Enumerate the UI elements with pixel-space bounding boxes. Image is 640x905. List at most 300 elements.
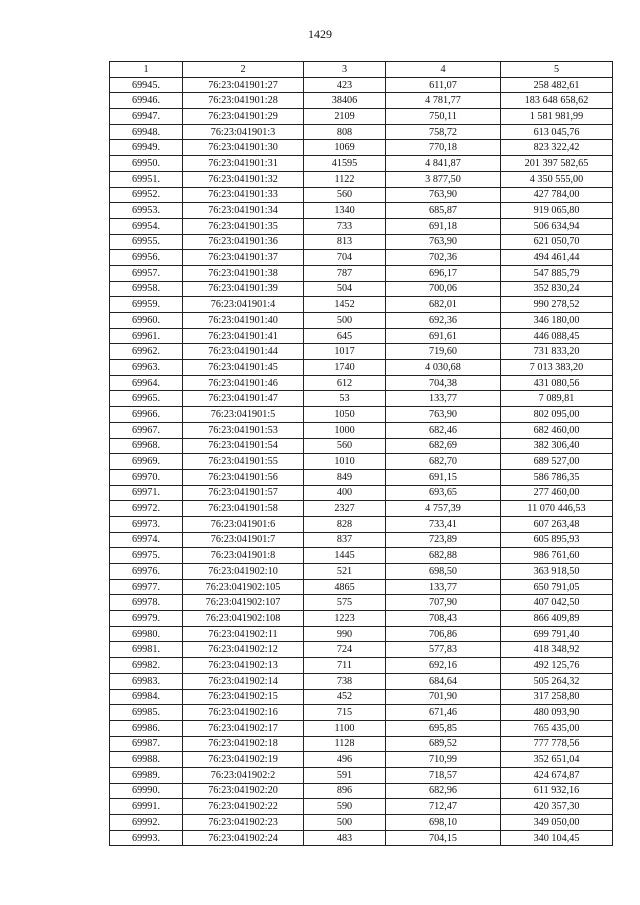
area-value-cell: 521 xyxy=(304,564,386,580)
area-value-cell: 38406 xyxy=(304,93,386,109)
table-row xyxy=(110,391,613,407)
area-value-cell: 1740 xyxy=(304,360,386,376)
row-number-cell: 69945. xyxy=(110,77,183,93)
cadastral-number-cell: 76:23:041901:36 xyxy=(183,234,304,250)
row-number-cell: 69962. xyxy=(110,344,183,360)
rate-value-cell: 695,85 xyxy=(386,720,501,736)
table-row xyxy=(110,516,613,532)
rate-value-cell: 763,90 xyxy=(386,187,501,203)
cadastral-number-cell: 76:23:041902:16 xyxy=(183,705,304,721)
table-row xyxy=(110,548,613,564)
row-number-cell: 69970. xyxy=(110,469,183,485)
rate-value-cell: 682,46 xyxy=(386,422,501,438)
area-value-cell: 828 xyxy=(304,516,386,532)
table-row xyxy=(110,344,613,360)
cadastral-number-cell: 76:23:041902:24 xyxy=(183,830,304,846)
total-value-cell: 418 348,92 xyxy=(501,642,613,658)
cadastral-number-cell: 76:23:041901:54 xyxy=(183,438,304,454)
cadastral-number-cell: 76:23:041902:18 xyxy=(183,736,304,752)
total-value-cell: 317 258,80 xyxy=(501,689,613,705)
rate-value-cell: 689,52 xyxy=(386,736,501,752)
total-value-cell: 420 357,30 xyxy=(501,799,613,815)
area-value-cell: 591 xyxy=(304,767,386,783)
table-row xyxy=(110,218,613,234)
cadastral-number-cell: 76:23:041902:19 xyxy=(183,752,304,768)
row-number-cell: 69958. xyxy=(110,281,183,297)
total-value-cell: 201 397 582,65 xyxy=(501,156,613,172)
cadastral-number-cell: 76:23:041901:31 xyxy=(183,156,304,172)
rate-value-cell: 706,86 xyxy=(386,626,501,642)
cadastral-number-cell: 76:23:041901:33 xyxy=(183,187,304,203)
rate-value-cell: 733,41 xyxy=(386,516,501,532)
table-row xyxy=(110,752,613,768)
cadastral-number-cell: 76:23:041902:10 xyxy=(183,564,304,580)
page-number: 1429 xyxy=(308,27,332,41)
table-row xyxy=(110,156,613,172)
table-row xyxy=(110,140,613,156)
cadastral-number-cell: 76:23:041902:11 xyxy=(183,626,304,642)
rate-value-cell: 685,87 xyxy=(386,203,501,219)
cadastral-number-cell: 76:23:041901:6 xyxy=(183,516,304,532)
cadastral-number-cell: 76:23:041901:44 xyxy=(183,344,304,360)
table-row xyxy=(110,109,613,125)
rate-value-cell: 710,99 xyxy=(386,752,501,768)
row-number-cell: 69951. xyxy=(110,171,183,187)
row-number-cell: 69963. xyxy=(110,360,183,376)
area-value-cell: 4865 xyxy=(304,579,386,595)
area-value-cell: 1122 xyxy=(304,171,386,187)
rate-value-cell: 693,65 xyxy=(386,485,501,501)
cadastral-number-cell: 76:23:041901:58 xyxy=(183,501,304,517)
row-number-cell: 69989. xyxy=(110,767,183,783)
row-number-cell: 69976. xyxy=(110,564,183,580)
row-number-cell: 69957. xyxy=(110,265,183,281)
row-number-cell: 69954. xyxy=(110,218,183,234)
area-value-cell: 560 xyxy=(304,438,386,454)
rate-value-cell: 4 841,87 xyxy=(386,156,501,172)
rate-value-cell: 3 877,50 xyxy=(386,171,501,187)
table-row xyxy=(110,830,613,846)
table-row xyxy=(110,611,613,627)
total-value-cell: 777 778,56 xyxy=(501,736,613,752)
area-value-cell: 575 xyxy=(304,595,386,611)
total-value-cell: 607 263,48 xyxy=(501,516,613,532)
table-row xyxy=(110,171,613,187)
row-number-cell: 69974. xyxy=(110,532,183,548)
cadastral-number-cell: 76:23:041901:38 xyxy=(183,265,304,281)
column-header-3: 3 xyxy=(304,62,386,78)
area-value-cell: 1340 xyxy=(304,203,386,219)
area-value-cell: 2109 xyxy=(304,109,386,125)
row-number-cell: 69977. xyxy=(110,579,183,595)
row-number-cell: 69969. xyxy=(110,454,183,470)
row-number-cell: 69980. xyxy=(110,626,183,642)
area-value-cell: 704 xyxy=(304,250,386,266)
total-value-cell: 650 791,05 xyxy=(501,579,613,595)
area-value-cell: 1452 xyxy=(304,297,386,313)
table-row xyxy=(110,407,613,423)
area-value-cell: 504 xyxy=(304,281,386,297)
table-row xyxy=(110,564,613,580)
total-value-cell: 7 089,81 xyxy=(501,391,613,407)
area-value-cell: 1000 xyxy=(304,422,386,438)
table-row xyxy=(110,422,613,438)
table-row xyxy=(110,736,613,752)
area-value-cell: 400 xyxy=(304,485,386,501)
table-row xyxy=(110,328,613,344)
total-value-cell: 682 460,00 xyxy=(501,422,613,438)
rate-value-cell: 698,50 xyxy=(386,564,501,580)
rate-value-cell: 691,15 xyxy=(386,469,501,485)
rate-value-cell: 684,64 xyxy=(386,673,501,689)
cadastral-number-cell: 76:23:041901:27 xyxy=(183,77,304,93)
cadastral-number-cell: 76:23:041901:39 xyxy=(183,281,304,297)
total-value-cell: 731 833,20 xyxy=(501,344,613,360)
table-row xyxy=(110,469,613,485)
cadastral-number-cell: 76:23:041901:3 xyxy=(183,124,304,140)
row-number-cell: 69988. xyxy=(110,752,183,768)
cadastral-number-cell: 76:23:041901:47 xyxy=(183,391,304,407)
rate-value-cell: 577,83 xyxy=(386,642,501,658)
row-number-cell: 69986. xyxy=(110,720,183,736)
total-value-cell: 919 065,80 xyxy=(501,203,613,219)
cadastral-number-cell: 76:23:041901:34 xyxy=(183,203,304,219)
row-number-cell: 69948. xyxy=(110,124,183,140)
total-value-cell: 407 042,50 xyxy=(501,595,613,611)
table-row xyxy=(110,626,613,642)
total-value-cell: 258 482,61 xyxy=(501,77,613,93)
row-number-cell: 69955. xyxy=(110,234,183,250)
row-number-cell: 69972. xyxy=(110,501,183,517)
cadastral-number-cell: 76:23:041902:22 xyxy=(183,799,304,815)
column-header-2: 2 xyxy=(183,62,304,78)
row-number-cell: 69990. xyxy=(110,783,183,799)
rate-value-cell: 691,61 xyxy=(386,328,501,344)
row-number-cell: 69985. xyxy=(110,705,183,721)
total-value-cell: 605 895,93 xyxy=(501,532,613,548)
rate-value-cell: 611,07 xyxy=(386,77,501,93)
column-header-4: 4 xyxy=(386,62,501,78)
total-value-cell: 480 093,90 xyxy=(501,705,613,721)
total-value-cell: 382 306,40 xyxy=(501,438,613,454)
rate-value-cell: 691,18 xyxy=(386,218,501,234)
rate-value-cell: 763,90 xyxy=(386,234,501,250)
table-row xyxy=(110,705,613,721)
rate-value-cell: 4 781,77 xyxy=(386,93,501,109)
rate-value-cell: 133,77 xyxy=(386,391,501,407)
row-number-cell: 69983. xyxy=(110,673,183,689)
cadastral-number-cell: 76:23:041901:8 xyxy=(183,548,304,564)
area-value-cell: 837 xyxy=(304,532,386,548)
total-value-cell: 986 761,60 xyxy=(501,548,613,564)
row-number-cell: 69949. xyxy=(110,140,183,156)
row-number-cell: 69960. xyxy=(110,313,183,329)
area-value-cell: 560 xyxy=(304,187,386,203)
table-row xyxy=(110,93,613,109)
table-row xyxy=(110,799,613,815)
total-value-cell: 506 634,94 xyxy=(501,218,613,234)
rate-value-cell: 707,90 xyxy=(386,595,501,611)
row-number-cell: 69946. xyxy=(110,93,183,109)
table-row xyxy=(110,767,613,783)
table-row xyxy=(110,532,613,548)
area-value-cell: 423 xyxy=(304,77,386,93)
cadastral-number-cell: 76:23:041901:57 xyxy=(183,485,304,501)
row-number-cell: 69978. xyxy=(110,595,183,611)
table-body xyxy=(110,77,613,846)
cadastral-number-cell: 76:23:041902:23 xyxy=(183,815,304,831)
rate-value-cell: 692,16 xyxy=(386,658,501,674)
rate-value-cell: 671,46 xyxy=(386,705,501,721)
table-row xyxy=(110,485,613,501)
total-value-cell: 11 070 446,53 xyxy=(501,501,613,517)
area-value-cell: 500 xyxy=(304,313,386,329)
area-value-cell: 711 xyxy=(304,658,386,674)
area-value-cell: 53 xyxy=(304,391,386,407)
row-number-cell: 69965. xyxy=(110,391,183,407)
cadastral-number-cell: 76:23:041901:7 xyxy=(183,532,304,548)
table-row xyxy=(110,360,613,376)
total-value-cell: 431 080,56 xyxy=(501,375,613,391)
row-number-cell: 69953. xyxy=(110,203,183,219)
table-row xyxy=(110,281,613,297)
area-value-cell: 645 xyxy=(304,328,386,344)
row-number-cell: 69952. xyxy=(110,187,183,203)
area-value-cell: 738 xyxy=(304,673,386,689)
area-value-cell: 496 xyxy=(304,752,386,768)
cadastral-number-cell: 76:23:041901:28 xyxy=(183,93,304,109)
cadastral-number-cell: 76:23:041901:40 xyxy=(183,313,304,329)
cadastral-number-cell: 76:23:041901:4 xyxy=(183,297,304,313)
area-value-cell: 787 xyxy=(304,265,386,281)
total-value-cell: 346 180,00 xyxy=(501,313,613,329)
area-value-cell: 1069 xyxy=(304,140,386,156)
rate-value-cell: 682,01 xyxy=(386,297,501,313)
total-value-cell: 823 322,42 xyxy=(501,140,613,156)
area-value-cell: 813 xyxy=(304,234,386,250)
rate-value-cell: 719,60 xyxy=(386,344,501,360)
table-row xyxy=(110,658,613,674)
table-row xyxy=(110,642,613,658)
table-row xyxy=(110,203,613,219)
total-value-cell: 7 013 383,20 xyxy=(501,360,613,376)
cadastral-number-cell: 76:23:041901:46 xyxy=(183,375,304,391)
rate-value-cell: 704,38 xyxy=(386,375,501,391)
row-number-cell: 69984. xyxy=(110,689,183,705)
cadastral-number-cell: 76:23:041901:5 xyxy=(183,407,304,423)
column-header-1: 1 xyxy=(110,62,183,78)
rate-value-cell: 770,18 xyxy=(386,140,501,156)
area-value-cell: 1128 xyxy=(304,736,386,752)
row-number-cell: 69973. xyxy=(110,516,183,532)
row-number-cell: 69967. xyxy=(110,422,183,438)
area-value-cell: 1017 xyxy=(304,344,386,360)
row-number-cell: 69966. xyxy=(110,407,183,423)
column-header-5: 5 xyxy=(501,62,613,78)
rate-value-cell: 702,36 xyxy=(386,250,501,266)
total-value-cell: 446 088,45 xyxy=(501,328,613,344)
row-number-cell: 69981. xyxy=(110,642,183,658)
total-value-cell: 352 651,04 xyxy=(501,752,613,768)
area-value-cell: 1223 xyxy=(304,611,386,627)
table-row xyxy=(110,673,613,689)
cadastral-number-cell: 76:23:041901:55 xyxy=(183,454,304,470)
rate-value-cell: 704,15 xyxy=(386,830,501,846)
table-row xyxy=(110,250,613,266)
total-value-cell: 340 104,45 xyxy=(501,830,613,846)
row-number-cell: 69964. xyxy=(110,375,183,391)
table-row xyxy=(110,375,613,391)
row-number-cell: 69982. xyxy=(110,658,183,674)
table-row xyxy=(110,265,613,281)
cadastral-number-cell: 76:23:041901:53 xyxy=(183,422,304,438)
rate-value-cell: 718,57 xyxy=(386,767,501,783)
row-number-cell: 69987. xyxy=(110,736,183,752)
area-value-cell: 733 xyxy=(304,218,386,234)
total-value-cell: 547 885,79 xyxy=(501,265,613,281)
table-row xyxy=(110,438,613,454)
rate-value-cell: 682,70 xyxy=(386,454,501,470)
total-value-cell: 494 461,44 xyxy=(501,250,613,266)
total-value-cell: 586 786,35 xyxy=(501,469,613,485)
rate-value-cell: 723,89 xyxy=(386,532,501,548)
cadastral-number-cell: 76:23:041901:35 xyxy=(183,218,304,234)
cadastral-number-cell: 76:23:041902:15 xyxy=(183,689,304,705)
total-value-cell: 613 045,76 xyxy=(501,124,613,140)
cadastral-number-cell: 76:23:041901:30 xyxy=(183,140,304,156)
total-value-cell: 352 830,24 xyxy=(501,281,613,297)
rate-value-cell: 696,17 xyxy=(386,265,501,281)
total-value-cell: 183 648 658,62 xyxy=(501,93,613,109)
area-value-cell: 2327 xyxy=(304,501,386,517)
table-row xyxy=(110,124,613,140)
table-row xyxy=(110,783,613,799)
area-value-cell: 849 xyxy=(304,469,386,485)
table-row xyxy=(110,234,613,250)
cadastral-number-cell: 76:23:041901:41 xyxy=(183,328,304,344)
row-number-cell: 69992. xyxy=(110,815,183,831)
rate-value-cell: 4 757,39 xyxy=(386,501,501,517)
table-row xyxy=(110,454,613,470)
area-value-cell: 896 xyxy=(304,783,386,799)
area-value-cell: 483 xyxy=(304,830,386,846)
area-value-cell: 715 xyxy=(304,705,386,721)
total-value-cell: 765 435,00 xyxy=(501,720,613,736)
area-value-cell: 1010 xyxy=(304,454,386,470)
rate-value-cell: 701,90 xyxy=(386,689,501,705)
table-row xyxy=(110,720,613,736)
rate-value-cell: 708,43 xyxy=(386,611,501,627)
cadastral-number-cell: 76:23:041902:12 xyxy=(183,642,304,658)
cadastral-number-cell: 76:23:041901:32 xyxy=(183,171,304,187)
rate-value-cell: 682,88 xyxy=(386,548,501,564)
cadastral-number-cell: 76:23:041901:29 xyxy=(183,109,304,125)
area-value-cell: 612 xyxy=(304,375,386,391)
cadastral-number-cell: 76:23:041902:107 xyxy=(183,595,304,611)
area-value-cell: 590 xyxy=(304,799,386,815)
total-value-cell: 699 791,40 xyxy=(501,626,613,642)
cadastral-number-cell: 76:23:041902:13 xyxy=(183,658,304,674)
cadastral-number-cell: 76:23:041902:14 xyxy=(183,673,304,689)
table-row xyxy=(110,297,613,313)
total-value-cell: 349 050,00 xyxy=(501,815,613,831)
total-value-cell: 802 095,00 xyxy=(501,407,613,423)
table-row xyxy=(110,77,613,93)
total-value-cell: 277 460,00 xyxy=(501,485,613,501)
area-value-cell: 1100 xyxy=(304,720,386,736)
rate-value-cell: 682,69 xyxy=(386,438,501,454)
rate-value-cell: 682,96 xyxy=(386,783,501,799)
row-number-cell: 69959. xyxy=(110,297,183,313)
row-number-cell: 69971. xyxy=(110,485,183,501)
area-value-cell: 1445 xyxy=(304,548,386,564)
total-value-cell: 866 409,89 xyxy=(501,611,613,627)
total-value-cell: 363 918,50 xyxy=(501,564,613,580)
row-number-cell: 69968. xyxy=(110,438,183,454)
total-value-cell: 4 350 555,00 xyxy=(501,171,613,187)
table-header xyxy=(110,62,613,78)
area-value-cell: 724 xyxy=(304,642,386,658)
row-number-cell: 69991. xyxy=(110,799,183,815)
rate-value-cell: 758,72 xyxy=(386,124,501,140)
rate-value-cell: 692,36 xyxy=(386,313,501,329)
cadastral-number-cell: 76:23:041902:108 xyxy=(183,611,304,627)
cadastral-number-cell: 76:23:041901:37 xyxy=(183,250,304,266)
data-table xyxy=(109,61,613,846)
cadastral-number-cell: 76:23:041902:17 xyxy=(183,720,304,736)
row-number-cell: 69950. xyxy=(110,156,183,172)
rate-value-cell: 133,77 xyxy=(386,579,501,595)
rate-value-cell: 712,47 xyxy=(386,799,501,815)
area-value-cell: 808 xyxy=(304,124,386,140)
table-row xyxy=(110,579,613,595)
table-row xyxy=(110,595,613,611)
rate-value-cell: 700,06 xyxy=(386,281,501,297)
row-number-cell: 69947. xyxy=(110,109,183,125)
rate-value-cell: 763,90 xyxy=(386,407,501,423)
area-value-cell: 452 xyxy=(304,689,386,705)
rate-value-cell: 4 030,68 xyxy=(386,360,501,376)
total-value-cell: 492 125,76 xyxy=(501,658,613,674)
rate-value-cell: 698,10 xyxy=(386,815,501,831)
header-row xyxy=(110,62,613,78)
table-row xyxy=(110,501,613,517)
cadastral-number-cell: 76:23:041901:56 xyxy=(183,469,304,485)
total-value-cell: 505 264,32 xyxy=(501,673,613,689)
total-value-cell: 621 050,70 xyxy=(501,234,613,250)
row-number-cell: 69956. xyxy=(110,250,183,266)
table-row xyxy=(110,689,613,705)
total-value-cell: 1 581 981,99 xyxy=(501,109,613,125)
row-number-cell: 69975. xyxy=(110,548,183,564)
row-number-cell: 69961. xyxy=(110,328,183,344)
table-row xyxy=(110,187,613,203)
cadastral-number-cell: 76:23:041902:2 xyxy=(183,767,304,783)
row-number-cell: 69979. xyxy=(110,611,183,627)
area-value-cell: 41595 xyxy=(304,156,386,172)
total-value-cell: 424 674,87 xyxy=(501,767,613,783)
cadastral-number-cell: 76:23:041902:105 xyxy=(183,579,304,595)
cadastral-number-cell: 76:23:041901:45 xyxy=(183,360,304,376)
area-value-cell: 500 xyxy=(304,815,386,831)
rate-value-cell: 750,11 xyxy=(386,109,501,125)
total-value-cell: 990 278,52 xyxy=(501,297,613,313)
total-value-cell: 427 784,00 xyxy=(501,187,613,203)
total-value-cell: 611 932,16 xyxy=(501,783,613,799)
total-value-cell: 689 527,00 xyxy=(501,454,613,470)
table-row xyxy=(110,815,613,831)
table-row xyxy=(110,313,613,329)
